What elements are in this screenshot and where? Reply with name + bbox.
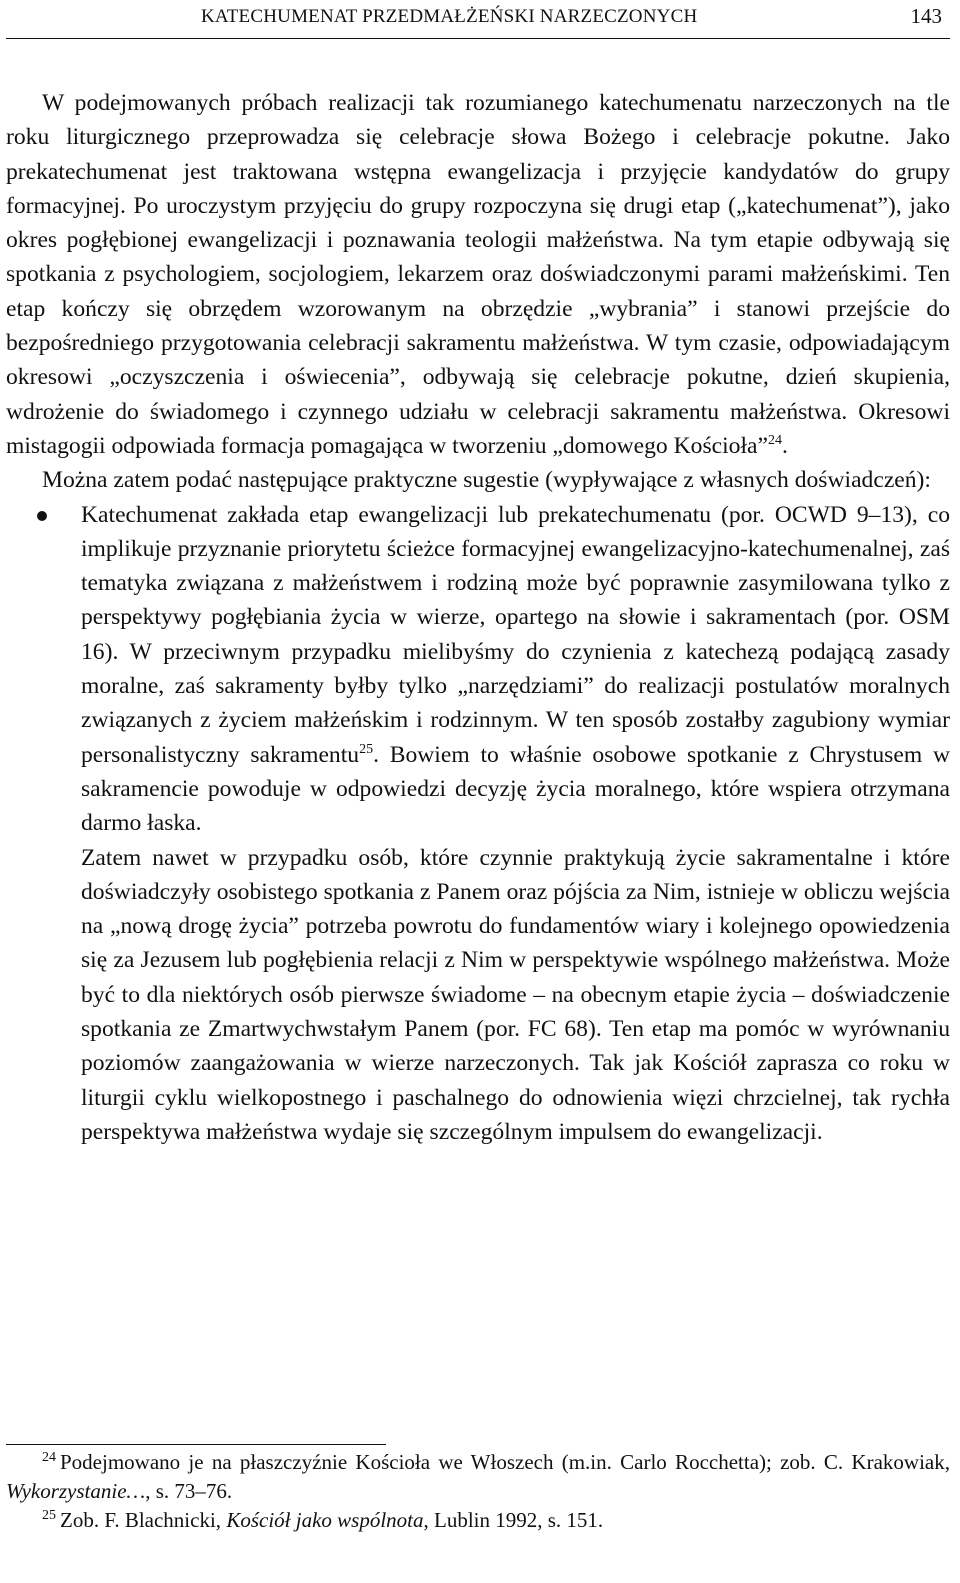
footnote-text-end: , Lublin 1992, s. 151.	[423, 1508, 604, 1532]
running-title: KATECHUMENAT PRZEDMAŁŻEŃSKI NARZECZONYCH	[201, 6, 698, 27]
footnote-title: Wykorzystanie…	[6, 1479, 146, 1503]
book-page	[6, 0, 950, 1583]
footnote-text: Zob. F. Blachnicki,	[60, 1508, 227, 1532]
footnote-ref-24: 24	[767, 432, 782, 448]
bullet-1-text-b: . Bowiem to właśnie osobowe spotkanie z Chrystusem w sakramencie powoduje w odpowiedzi decyzję życia moralnego, które wspiera otrzymana darmo łaska.	[81, 741, 950, 837]
footnote-ref-25: 25	[359, 741, 374, 757]
paragraph-1-text: W podejmowanych próbach realizacji tak rozumianego katechumenatu narzeczonych na tle roku liturgicznego przeprowadza się celebracje słowa Bożego i celebracje pokutne. Jako prekatechumenat jest traktowana wstępna ewangelizacja i przyjęcie kandydatów do grupy formacyjnej. Po uroczystym przyjęciu do grupy rozpoczyna się drugi etap („katechumenat”), jako okres pogłębionej ewangelizacji i poznawania teologii małżeństwa. Na tym etapie odbywają się spotkania z psychologiem, socjologiem, lekarzem oraz doświadczonymi parami małżeńskimi. Ten etap kończy się obrzędem wzorowanym na obrzędzie „wybrania” i stanowi przejście do bezpośredniego przygotowania celebracji sakramentu małżeństwa. W tym czasie, odpowiadającym okresowi „oczyszczenia i oświecenia”, odbywają się celebracje pokutne, dzień skupienia, wdrożenie do świadomego i czynnego udziału w celebracji sakramentu małżeństwa. Okresowi mistagogii odpowiada formacja pomagająca w tworzeniu „domowego Kościoła”	[6, 90, 950, 459]
page-number: 143	[910, 4, 942, 28]
footnote-24	[6, 1448, 950, 1506]
footnote-text-end: , s. 73–76.	[145, 1479, 233, 1503]
bullet-1-continuation: Zatem nawet w przypadku osób, które czynnie praktykują życie sakramentalne i które doświadczyły osobistego spotkania z Panem oraz pójścia za Nim, istnieje w obliczu wejścia na „nową drogę życia” potrzeba powrotu do fundamentów wiary i kolejnego opowiedzenia się za Jezusem lub pogłębienia relacji z Nim w perspektywie wspólnego małżeństwa. Może być to dla niektórych osób pierwsze świadome – na obecnym etapie życia – doświadczenie spotkania ze Zmartwychwstałym Panem (por. FC 68). Ten etap ma pomóc w wyrównaniu poziomów zaangażowania w wierze narzeczonych. Tak jak Kościół zaprasza co roku w liturgii cyklu wielkopostnego i paschalnego do odnowienia więzi chrzcielnej, tak rychła perspektywa małżeństwa wydaje się szczególnym impulsem do ewangelizacji.	[81, 844, 950, 1145]
paragraph-2	[6, 463, 950, 497]
main-text	[6, 86, 950, 1149]
page-header	[6, 0, 950, 39]
paragraph-2-text: Można zatem podać następujące praktyczne sugestie (wypływające z własnych doświadczeń):	[42, 467, 931, 494]
suggestion-list	[6, 498, 950, 1150]
footnote-text: Podejmowano je na płaszczyźnie Kościoła we Włoszech (m.in. Carlo Rocchetta); zob. C. Krakowiak,	[60, 1450, 950, 1474]
paragraph-1-end: .	[781, 432, 788, 459]
footnotes	[6, 1448, 950, 1535]
footnote-title: Kościół jako wspólnota	[226, 1508, 424, 1532]
footnote-marker: 24	[42, 1450, 56, 1465]
list-item	[6, 498, 950, 1150]
footnote-25	[6, 1506, 950, 1535]
paragraph-1	[6, 86, 950, 463]
footnote-divider	[6, 1444, 386, 1445]
bullet-icon	[37, 511, 47, 521]
bullet-1-text-a: Katechumenat zakłada etap ewangelizacji lub prekatechumenatu (por. OCWD 9–13), co implikuje przyznanie priorytetu ścieżce formacyjnej ewangelizacyjno-katechumenalnej, zaś tematyka związana z małżeństwem i rodziną może być poprawnie zasymilowana tylko z perspektywy pogłębiania życia w wierze, opartego na słowie i sakramentach (por. OSM 16). W przeciwnym przypadku mielibyśmy do czynienia z katechezą podającą zasady moralne, zaś sakramenty byłby tylko „narzędziami” do realizacji postulatów moralnych związanych z życiem małżeńskim i rodzinnym. W ten sposób zostałby zagubiony wymiar personalistyczny sakramentu	[81, 501, 950, 768]
footnote-marker: 25	[42, 1508, 56, 1523]
